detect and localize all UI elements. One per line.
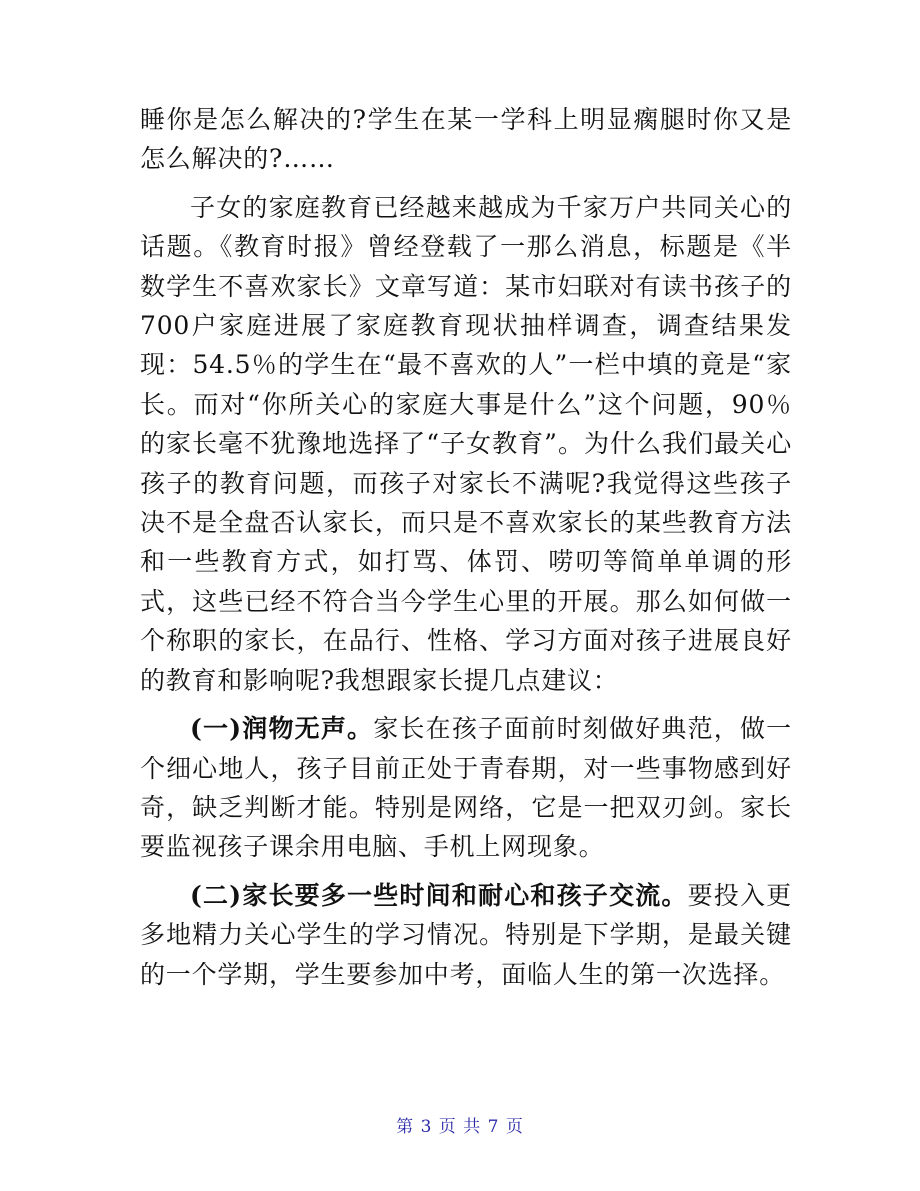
paragraph-suggestion-one	[140, 709, 792, 867]
suggestion-two-text: 要投入更多地精力关心学生的学习情况。特别是下学期，是最关键的一个学期，学生要参加中考，面临人生的第一次选择。	[140, 880, 792, 989]
paragraph-family-education: 子女的家庭教育已经越来越成为千家万户共同关心的话题。《教育时报》曾经登载了一那么消息，标题是《半数学生不喜欢家长》文章写道：某市妇联对有读书孩子的700户家庭进展了家庭教育现状抽样调查，调查结果发现：54.5％的学生在“最不喜欢的人”一栏中填的竟是“家长。而对“你所关心的家庭大事是什么”这个问题，90％的家长毫不犹豫地选择了“子女教育”。为什么我们最关心孩子的教育问题，而孩子对家长不满呢?我觉得这些孩子决不是全盘否认家长，而只是不喜欢家长的某些教育方法和一些教育方式，如打骂、体罚、唠叨等简单单调的形式，这些已经不符合当今学生心里的开展。那么如何做一个称职的家长，在品行、性格、学习方面对孩子进展良好的教育和影响呢?我想跟家长提几点建议：	[140, 192, 792, 695]
document-body	[140, 100, 792, 1003]
paragraph-continuation: 睡你是怎么解决的?学生在某一学科上明显瘸腿时你又是怎么解决的?……	[140, 105, 792, 174]
paragraph-suggestion-two	[140, 876, 792, 994]
suggestion-one-heading: (一)润物无声。	[190, 714, 374, 744]
suggestion-two-heading: (二)家长要多一些时间和耐心和孩子交流。	[190, 880, 688, 910]
suggestion-one-text: 家长在孩子面前时刻做好典范，做一个细心地人，孩子目前正处于青春期，对一些事物感到好奇，缺乏判断才能。特别是网络，它是一把双刃剑。家长要监视孩子课余用电脑、手机上网现象。	[140, 714, 792, 862]
page-number-footer: 第 3 页 共 7 页	[396, 1117, 524, 1137]
